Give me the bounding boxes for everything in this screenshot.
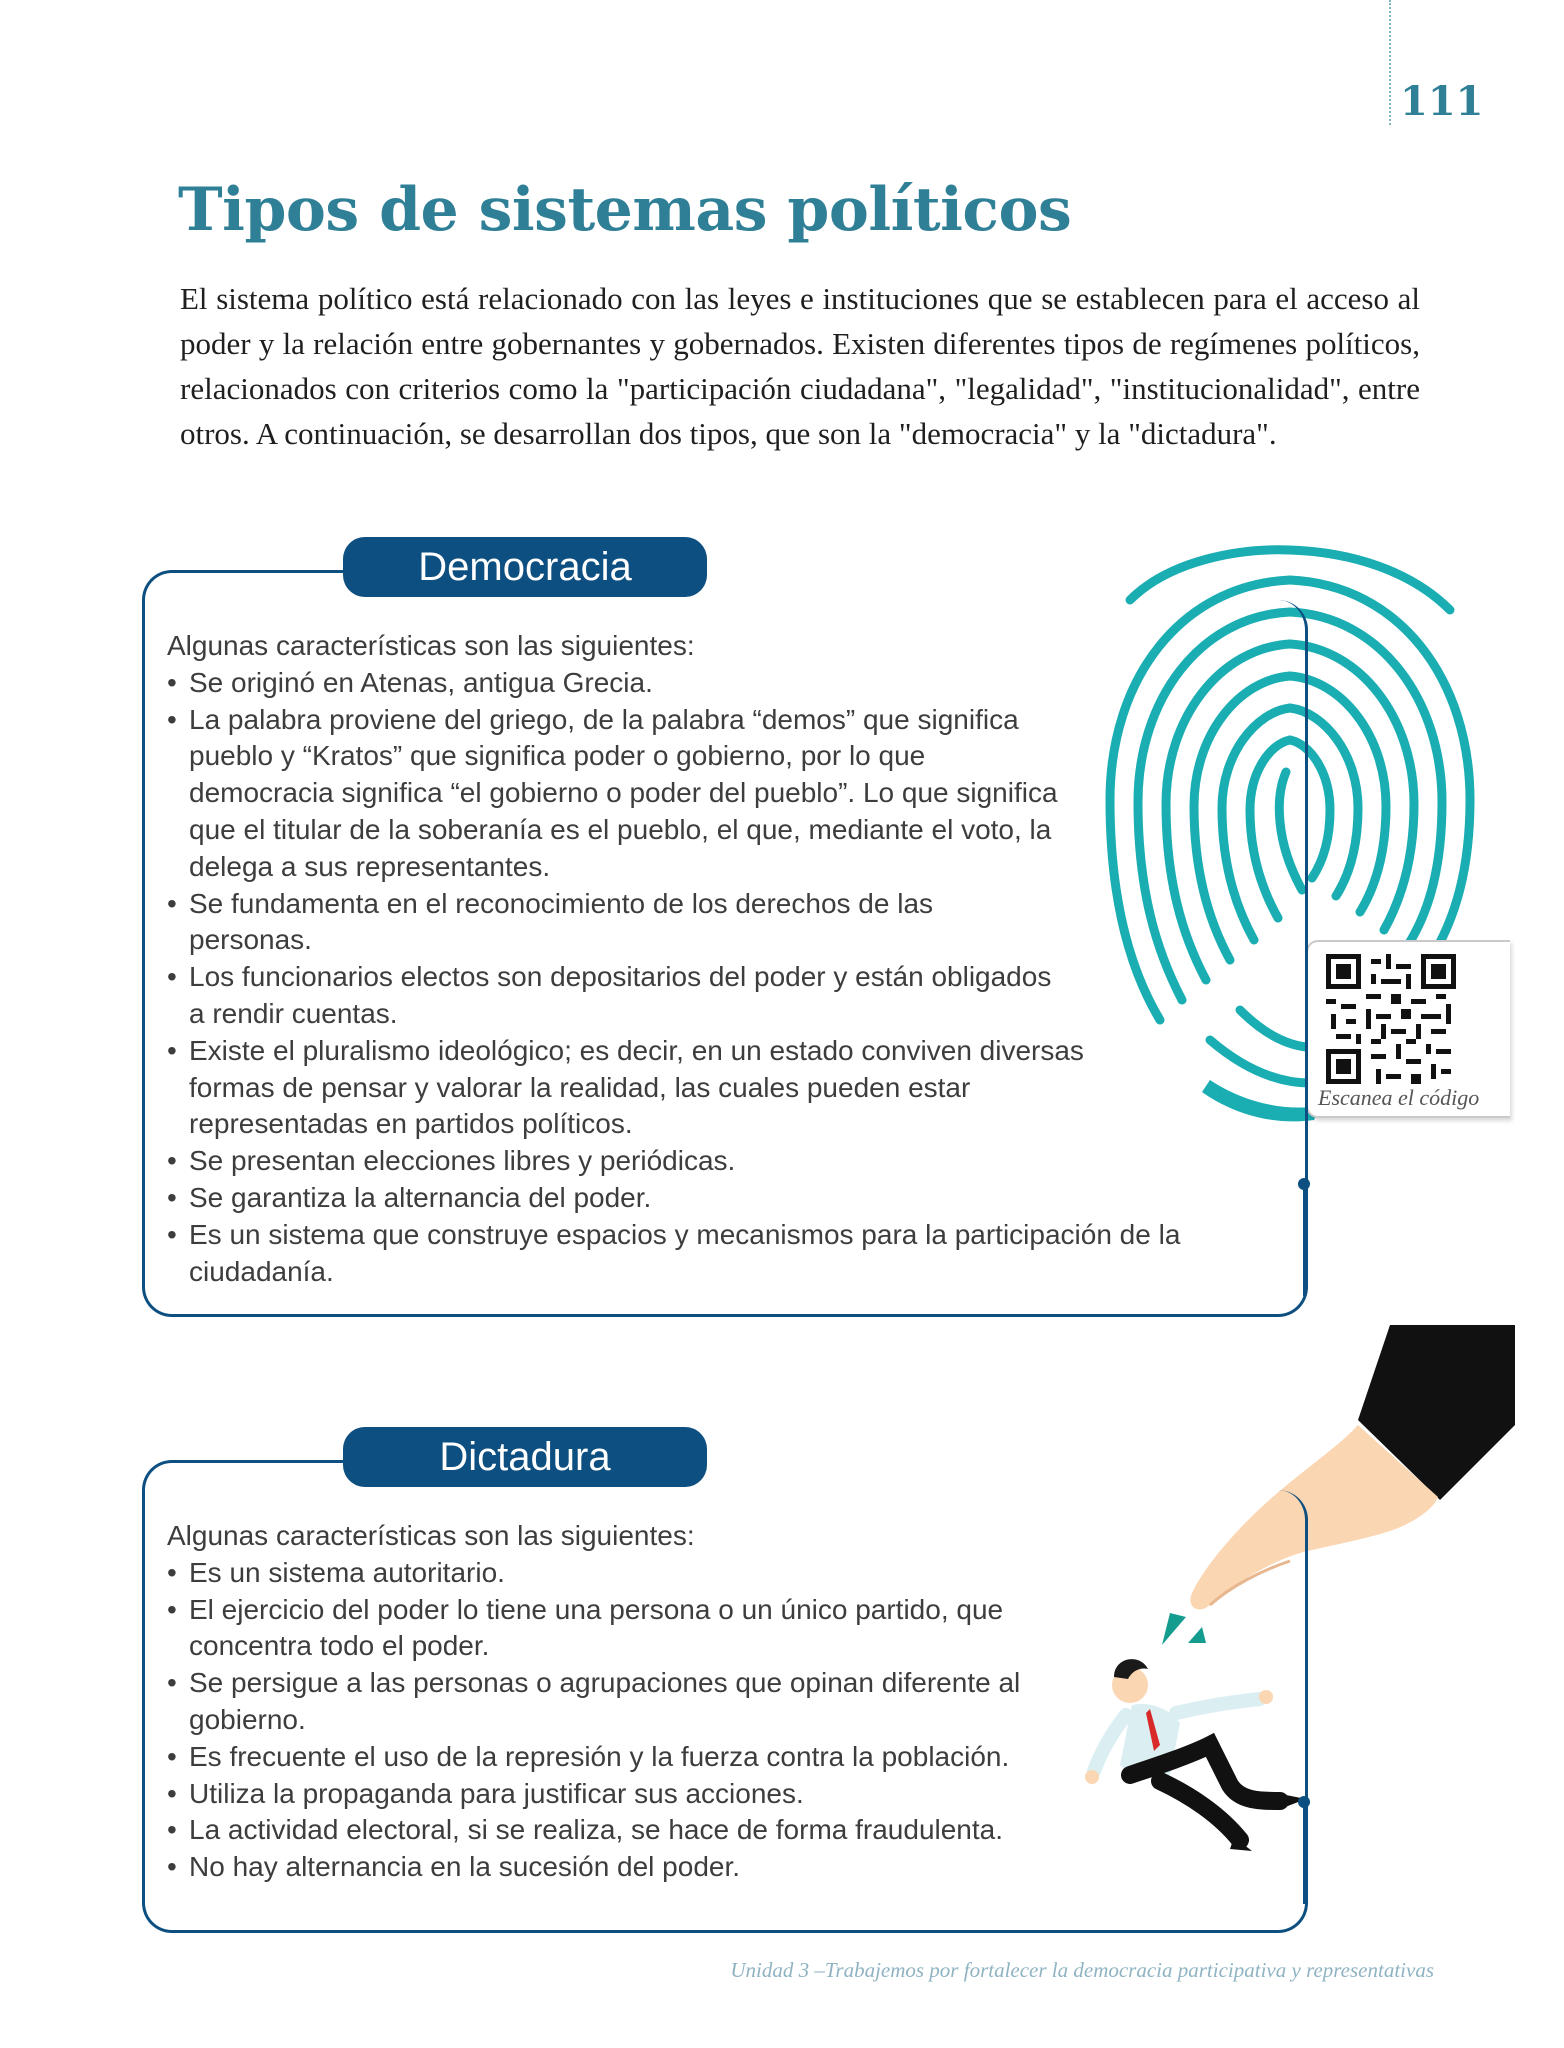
- dictadura-list: [167, 1555, 1067, 1886]
- list-item: • Es un sistema autoritario.: [167, 1555, 1067, 1592]
- list-item: • Se originó en Atenas, antigua Grecia.: [167, 665, 1247, 702]
- list-item: • La actividad electoral, si se realiza, se hace de forma fraudulenta.: [167, 1812, 1067, 1849]
- list-item: • Utiliza la propaganda para justificar sus acciones.: [167, 1776, 1067, 1813]
- footer: Unidad 3 –Trabajemos por fortalecer la democracia participativa y representativas: [730, 1958, 1434, 1982]
- list-item: • No hay alternancia en la sucesión del poder.: [167, 1849, 1067, 1886]
- qr-caption: Escanea el código: [1318, 1085, 1480, 1110]
- list-item: • Se fundamenta en el reconocimiento de los derechos de las personas.: [167, 886, 1009, 960]
- page-number: 111: [1400, 78, 1484, 125]
- dictadura-lead: Algunas características son las siguientes:: [167, 1520, 695, 1551]
- dictadura-content: [167, 1518, 1067, 1886]
- list-item: • Es frecuente el uso de la represión y la fuerza contra la población.: [167, 1739, 1067, 1776]
- list-item: • El ejercicio del poder lo tiene una persona o un único partido, que concentra todo el poder.: [167, 1592, 1059, 1666]
- democracia-list: [167, 665, 1247, 1291]
- democracia-tab: Democracia: [343, 537, 707, 597]
- democracia-box-right-rule: [1303, 1186, 1306, 1296]
- dictadura-box-right-rule: [1303, 1804, 1306, 1904]
- dictadura-tab: Dictadura: [343, 1427, 707, 1487]
- dictadura-box-top-rule: [172, 1460, 347, 1463]
- list-item: • La palabra proviene del griego, de la palabra “demos” que significa pueblo y “Kratos” que significa poder o gobierno, por lo que democracia significa “el gobierno o poder del pueblo”. Lo que significa que el titular de la soberanía es el pueblo, el que, mediante el voto, la delega a sus representantes.: [167, 702, 1069, 886]
- list-item: • Se garantiza la alternancia del poder.: [167, 1180, 1247, 1217]
- list-item: • Se presentan elecciones libres y periódicas.: [167, 1143, 1247, 1180]
- qr-code[interactable]: [1326, 954, 1456, 1084]
- qr-panel: [1306, 940, 1510, 1118]
- intro-paragraph: El sistema político está relacionado con las leyes e instituciones que se establecen para el acceso al poder y la relación entre gobernantes y gobernados. Existen diferentes tipos de regímenes políticos, relacionados con criterios como la "participación ciudadana", "legalidad", "institucionalidad", entre otros. A continuación, se desarrollan dos tipos, que son la "democracia" y la "dictadura".: [180, 281, 1420, 451]
- democracia-content: [167, 628, 1247, 1290]
- list-item: • Los funcionarios electos son depositarios del poder y están obligados a rendir cuentas.: [167, 959, 1069, 1033]
- democracia-box-top-rule: [172, 570, 347, 573]
- democracia-box-corner: [142, 570, 176, 604]
- dictadura-box-corner: [142, 1460, 176, 1494]
- page-rule: [1389, 0, 1391, 125]
- list-item: • Existe el pluralismo ideológico; es decir, en un estado conviven diversas formas de pensar y valorar la realidad, las cuales pueden estar representadas en partidos políticos.: [167, 1033, 1099, 1143]
- list-item: • Es un sistema que construye espacios y mecanismos para la participación de la ciudadanía.: [167, 1217, 1247, 1291]
- democracia-lead: Algunas características son las siguientes:: [167, 630, 695, 661]
- page-title: Tipos de sistemas políticos: [178, 175, 1072, 245]
- list-item: • Se persigue a las personas o agrupaciones que opinan diferente al gobierno.: [167, 1665, 1059, 1739]
